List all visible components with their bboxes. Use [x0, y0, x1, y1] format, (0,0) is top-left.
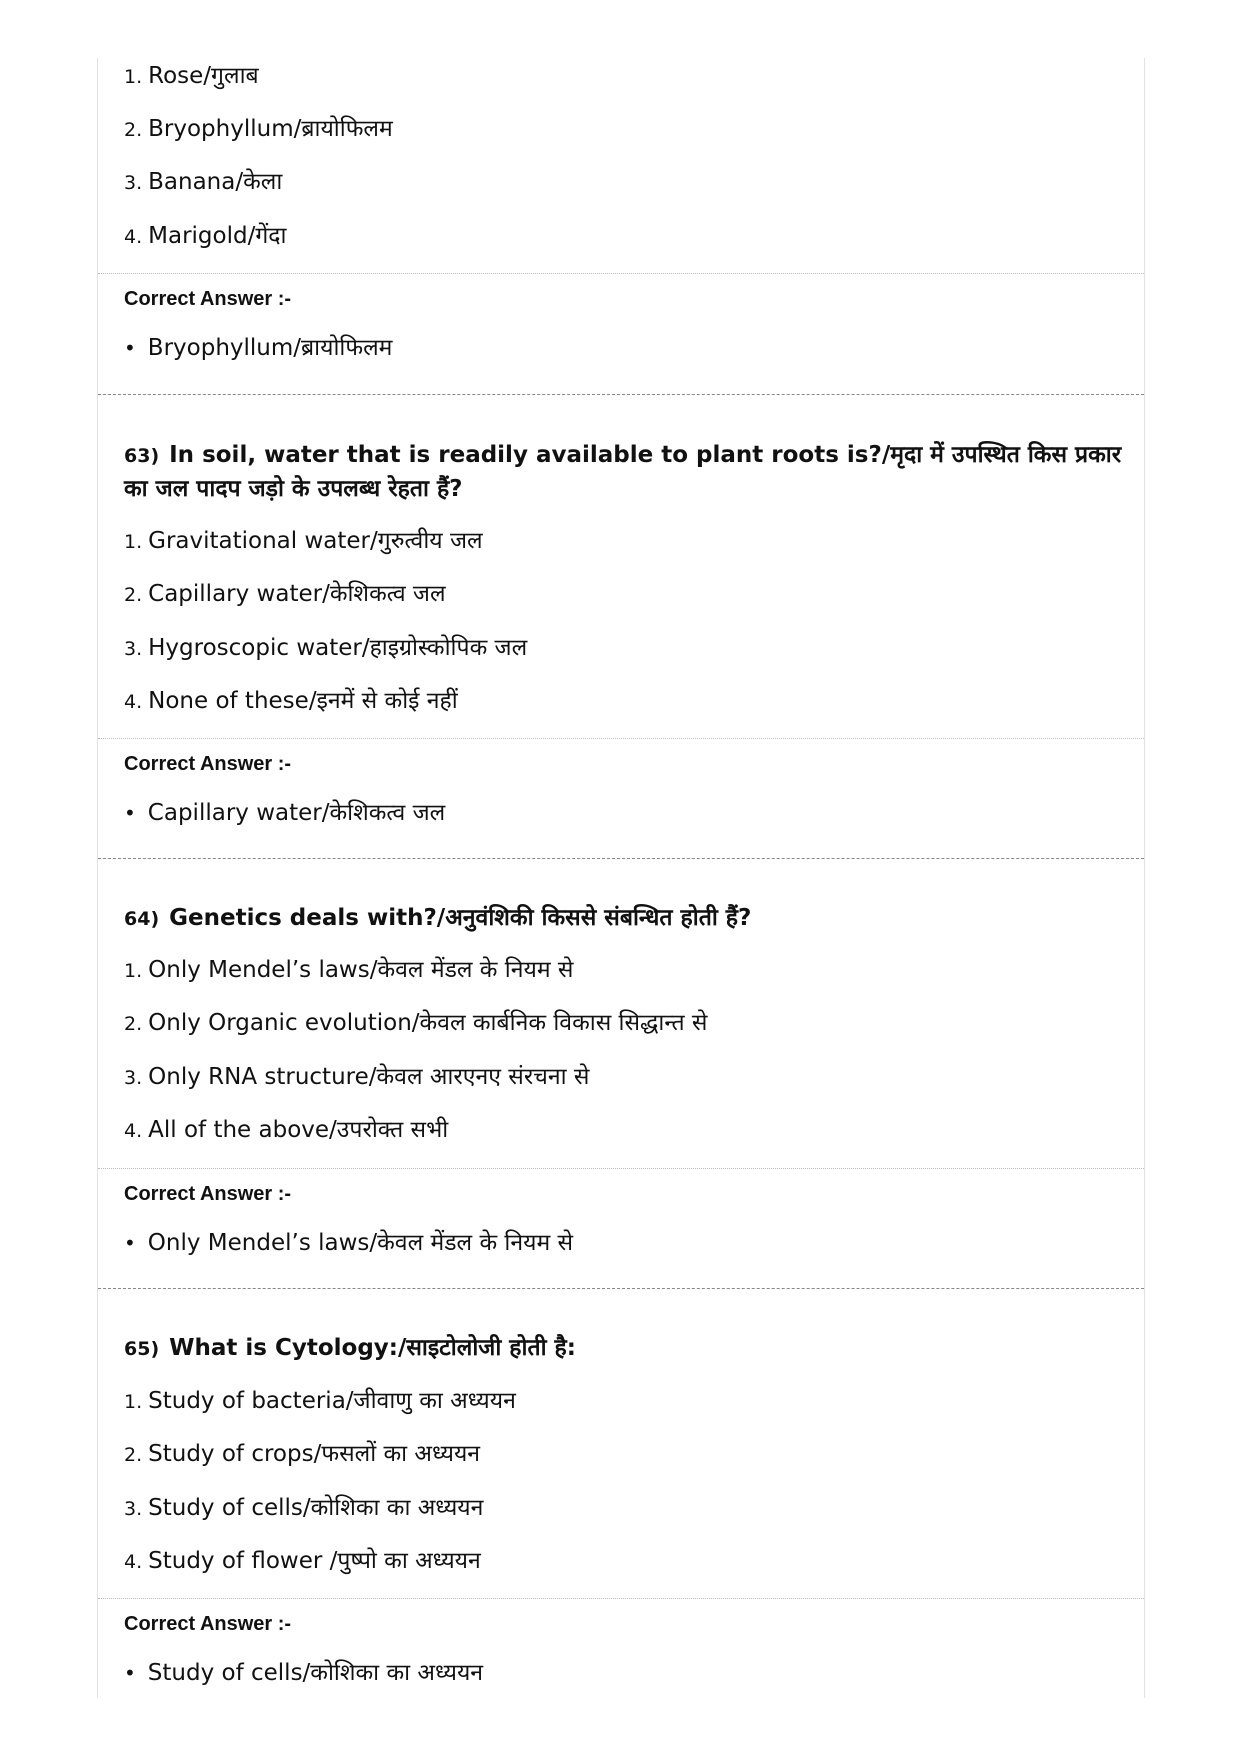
correct-answer: • Only Mendel’s laws/केवल मेंडल के नियम से — [124, 1230, 574, 1256]
question-separator — [98, 1288, 1144, 1289]
correct-answer: • Bryophyllum/ब्रायोफिलम — [124, 335, 393, 361]
option-1[interactable]: 1. Rose/गुलाब — [124, 63, 259, 89]
divider — [98, 1168, 1144, 1169]
divider — [98, 1598, 1144, 1599]
correct-answer: • Capillary water/केशिकत्व जल — [124, 800, 446, 826]
option-3[interactable]: 3. Study of cells/कोशिका का अध्ययन — [124, 1495, 484, 1521]
correct-answer-label: Correct Answer :- — [124, 1613, 292, 1635]
option-4[interactable]: 4. None of these/इनमें से कोई नहीं — [124, 688, 458, 714]
option-3[interactable]: 3. Only RNA structure/केवल आरएनए संरचना से — [124, 1064, 590, 1090]
divider — [98, 273, 1144, 274]
option-2[interactable]: 2. Only Organic evolution/केवल कार्बनिक विकास सिद्धान्त से — [124, 1010, 708, 1036]
option-1[interactable]: 1. Study of bacteria/जीवाणु का अध्ययन — [124, 1388, 516, 1414]
question-title: 65) What is Cytology:/साइटोलोजी होती है: — [124, 1335, 576, 1361]
question-separator — [98, 858, 1144, 859]
divider — [98, 738, 1144, 739]
correct-answer-label: Correct Answer :- — [124, 753, 292, 775]
question-title: 64) Genetics deals with?/अनुवंशिकी किससे संबन्धित होती हैं? — [124, 905, 752, 931]
option-2[interactable]: 2. Bryophyllum/ब्रायोफिलम — [124, 116, 393, 142]
question-title: 63) In soil, water that is readily available to plant roots is?/मृदा में उपस्थित किस प्रकार का जल पादप जड़ो के उपलब्ध रेहता हैं? — [124, 442, 1122, 502]
option-4[interactable]: 4. Marigold/गेंदा — [124, 223, 287, 249]
option-3[interactable]: 3. Hygroscopic water/हाइग्रोस्कोपिक जल — [124, 635, 528, 661]
option-4[interactable]: 4. Study of flower /पुष्पो का अध्ययन — [124, 1548, 481, 1574]
option-2[interactable]: 2. Study of crops/फसलों का अध्ययन — [124, 1441, 481, 1467]
correct-answer-label: Correct Answer :- — [124, 1183, 292, 1205]
option-3[interactable]: 3. Banana/केला — [124, 169, 283, 195]
option-1[interactable]: 1. Gravitational water/गुरुत्वीय जल — [124, 528, 483, 554]
question-separator — [98, 394, 1144, 395]
option-2[interactable]: 2. Capillary water/केशिकत्व जल — [124, 581, 446, 607]
option-1[interactable]: 1. Only Mendel’s laws/केवल मेंडल के नियम से — [124, 957, 574, 983]
correct-answer-label: Correct Answer :- — [124, 288, 292, 310]
option-4[interactable]: 4. All of the above/उपरोक्त सभी — [124, 1117, 449, 1143]
correct-answer: • Study of cells/कोशिका का अध्ययन — [124, 1660, 484, 1686]
